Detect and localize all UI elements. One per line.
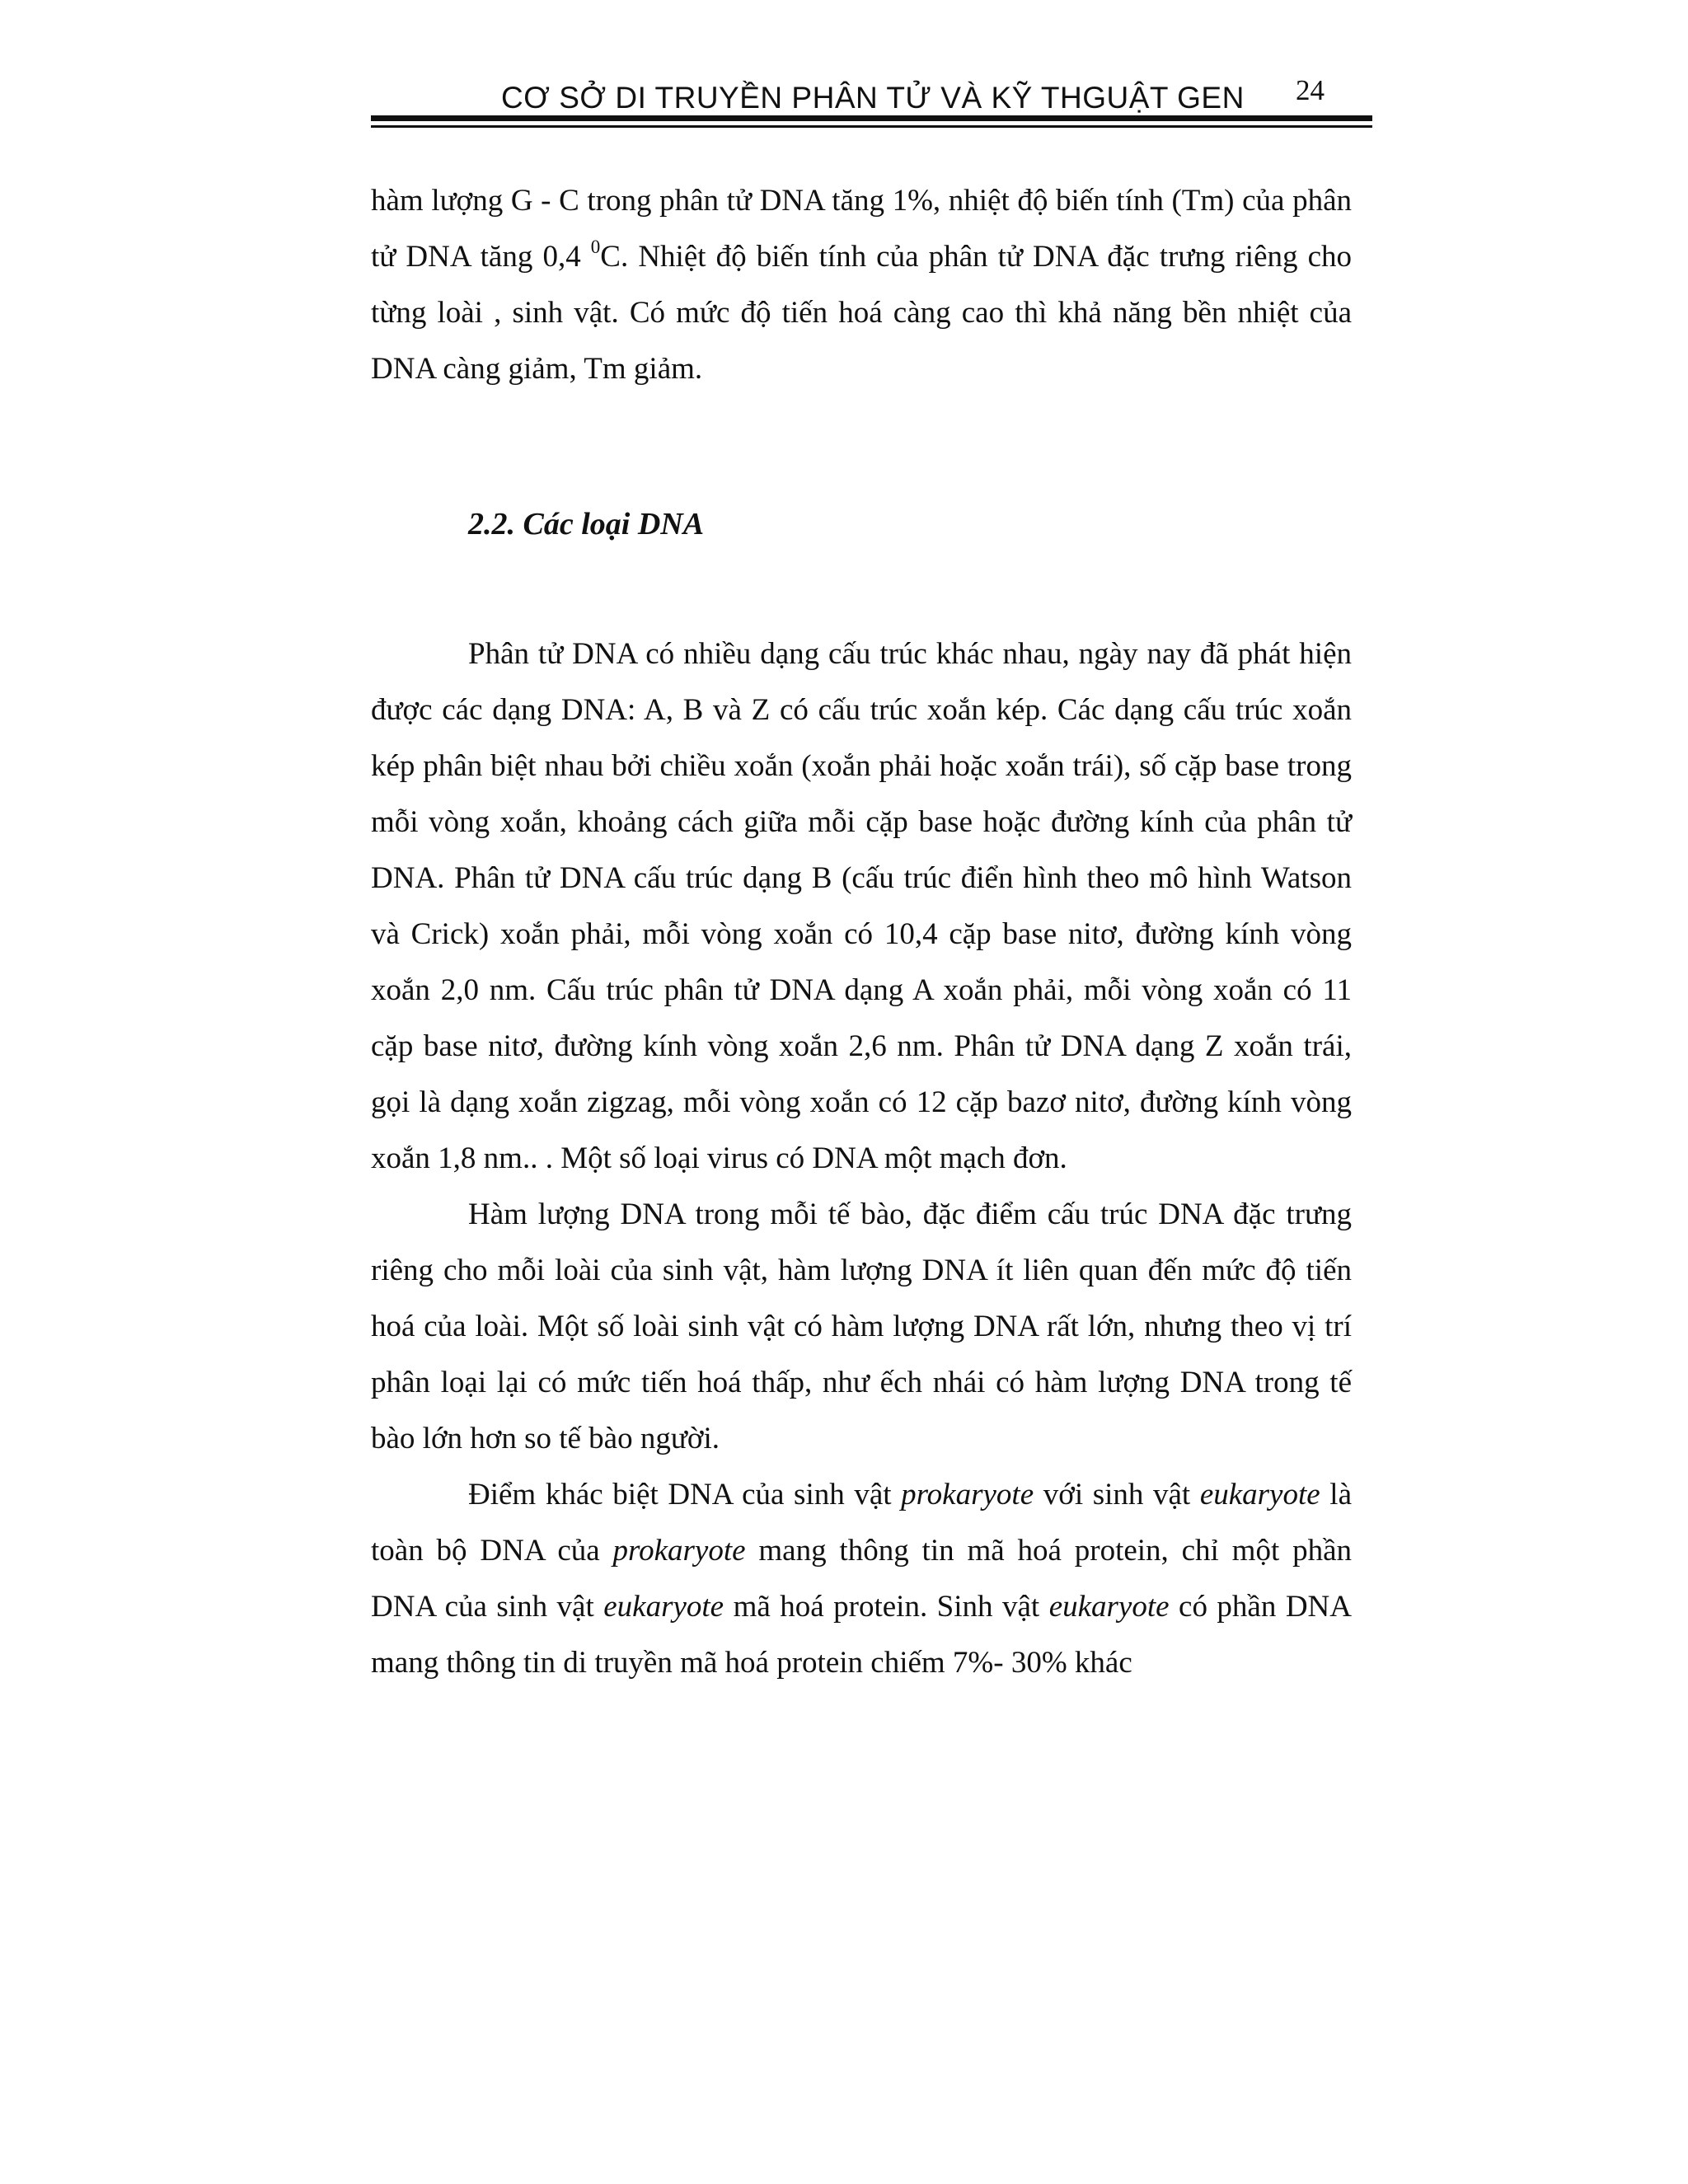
section-heading: 2.2. Các loại DNA [468, 507, 705, 541]
paragraph-continued [371, 173, 1352, 397]
header-rule-thin [371, 125, 1372, 128]
paragraph-text: mang thông tin mã hoá protein, chỉ một phần DNA của sinh vật [371, 1534, 1353, 1624]
paragraph-text: với sinh vật [1034, 1478, 1200, 1511]
paragraph-dna-content: Hàm lượng DNA trong mỗi tế bào, đặc điểm cấu trúc DNA đặc trưng riêng cho mỗi loài của sinh vật, hàm lượng DNA ít liên quan đến mức độ tiến hoá của loài. Một số loài sinh vật có hàm lượng DNA rất lớn, nhưng theo vị trí phân loại lại có mức tiến hoá thấp, như ếch nhái có hàm lượng DNA trong tế bào lớn hơn so tế bào người. [371, 1197, 1352, 1455]
paragraph-text: mã hoá protein. Sinh vật [724, 1590, 1049, 1624]
term-eukaryote: eukaryote [1048, 1590, 1170, 1624]
paragraph-text: hàm lượng G - C trong phân tử DNA tăng 1%, nhiệt độ biến tính (Tm) của phân tử DNA tăng 0,4 [371, 184, 1352, 274]
paragraph-text: C. Nhiệt độ biến tính của phân tử DNA đặc trưng riêng cho từng loài , sinh vật. Có mức độ tiến hoá càng cao thì khả năng bền nhiệt của DNA càng giảm, Tm giảm. [371, 240, 1353, 386]
header-rule-thick [371, 115, 1372, 121]
paragraph-dna-forms: Phân tử DNA có nhiều dạng cấu trúc khác nhau, ngày nay đã phát hiện được các dạng DNA: A, B và Z có cấu trúc xoắn kép. Các dạng cấu trúc xoắn kép phân biệt nhau bởi chiều xoắn (xoắn phải hoặc xoắn trái), số cặp base trong mỗi vòng xoắn, khoảng cách giữa mỗi cặp base hoặc đường kính của phân tử DNA. Phân tử DNA cấu trúc dạng B (cấu trúc điển hình theo mô hình Watson và Crick) xoắn phải, mỗi vòng xoắn có 10,4 cặp base nitơ, đường kính vòng xoắn 2,0 nm. Cấu trúc phân tử DNA dạng A xoắn phải, mỗi vòng xoắn có 11 cặp base nitơ, đường kính vòng xoắn 2,6 nm. Phân tử DNA dạng Z xoắn trái, gọi là dạng xoắn zigzag, mỗi vòng xoắn có 12 cặp bazơ nitơ, đường kính vòng xoắn 1,8 nm.. . Một số loại virus có DNA một mạch đơn. [371, 637, 1352, 1175]
paragraph-text: là toàn bộ DNA của [371, 1478, 1353, 1568]
page-body [371, 173, 1352, 1691]
term-eukaryote: eukaryote [1199, 1478, 1320, 1511]
superscript-degree: 0 [590, 237, 601, 257]
running-header [371, 74, 1372, 132]
paragraph-prokaryote-eukaryote [371, 1467, 1352, 1691]
term-prokaryote: prokaryote [612, 1534, 746, 1568]
term-prokaryote: prokaryote [901, 1478, 1034, 1511]
page-number: 24 [1296, 74, 1325, 106]
paragraph-text: có phần DNA mang thông tin di truyền mã hoá protein chiếm 7%- 30% khác [371, 1590, 1352, 1680]
term-eukaryote: eukaryote [603, 1590, 724, 1624]
paragraph-text: Điểm khác biệt DNA của sinh vật [468, 1478, 902, 1511]
header-title: CƠ SỞ DI TRUYỀN PHÂN TỬ VÀ KỸ THGUẬT GEN [501, 81, 1245, 115]
